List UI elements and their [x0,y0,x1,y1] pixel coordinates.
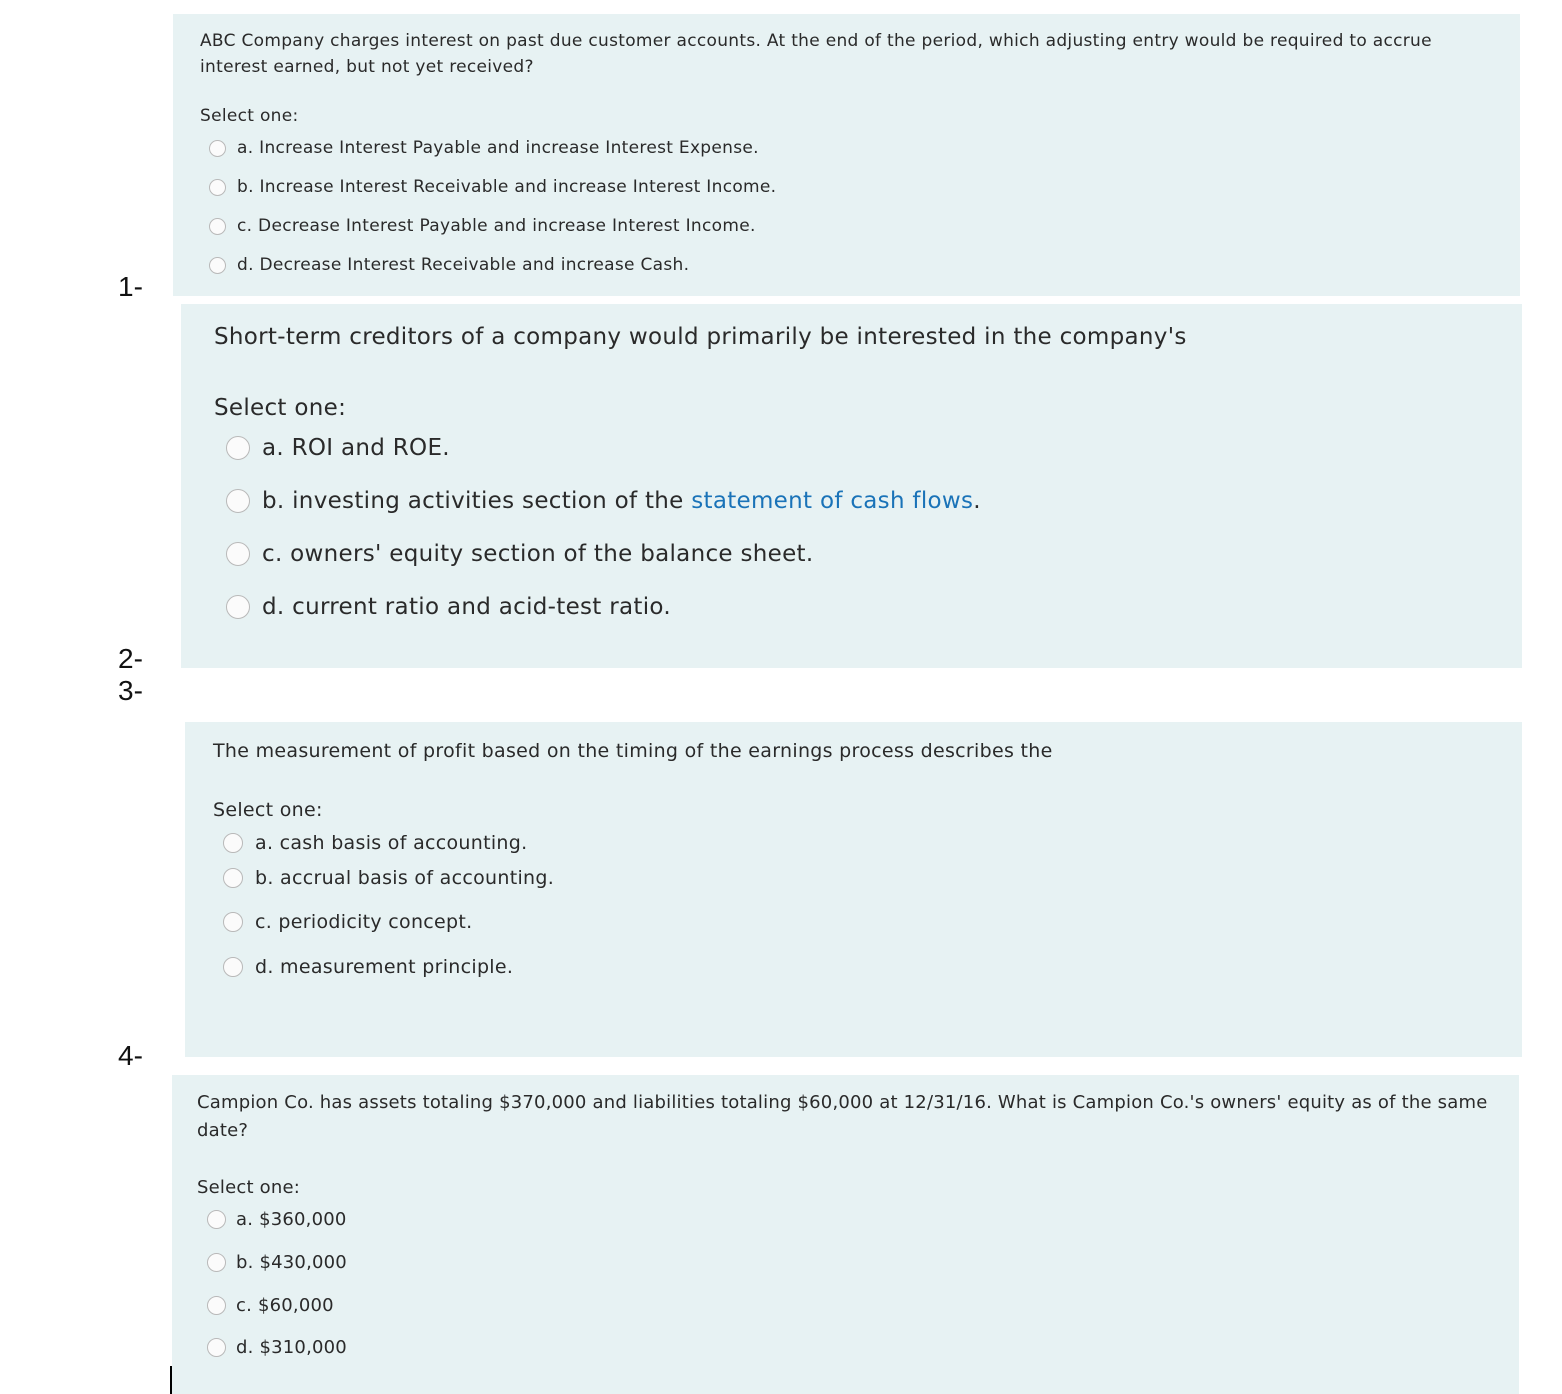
option-label[interactable]: b. Increase Interest Receivable and increase Interest Income. [237,177,777,197]
radio-button[interactable] [209,179,226,196]
radio-button[interactable] [223,833,243,853]
option-a[interactable] [226,435,450,461]
question-text: Short-term creditors of a company would primarily be interested in the company's [214,324,1187,350]
question-card-1 [173,14,1520,296]
option-label[interactable]: c. owners' equity section of the balance sheet. [262,541,814,567]
radio-button[interactable] [207,1296,226,1315]
option-d[interactable] [226,594,671,620]
question-card-2 [181,304,1522,668]
option-c[interactable] [207,1295,334,1316]
question-number-2: 2- [118,643,143,674]
radio-button[interactable] [209,140,226,157]
option-label[interactable]: d. Decrease Interest Receivable and increase Cash. [237,255,690,275]
question-text: The measurement of profit based on the timing of the earnings process describes the [213,740,1053,762]
statement-of-cash-flows-link[interactable]: statement of cash flows [691,488,974,514]
question-number-4: 4- [118,1040,143,1071]
option-b[interactable] [209,177,776,197]
option-d[interactable] [207,1337,347,1358]
select-one-label: Select one: [200,106,299,126]
radio-button[interactable] [226,542,250,566]
option-label[interactable]: a. $360,000 [236,1209,347,1230]
option-c[interactable] [209,216,756,236]
option-d[interactable] [223,956,513,978]
option-label[interactable] [262,488,981,514]
radio-button[interactable] [207,1253,226,1272]
option-c[interactable] [223,911,473,933]
option-b-text: b. investing activities section of the [262,488,692,514]
option-d[interactable] [209,255,689,275]
option-label[interactable]: b. accrual basis of accounting. [255,867,555,889]
option-b[interactable] [226,488,981,514]
option-label[interactable]: c. $60,000 [236,1295,334,1316]
radio-button[interactable] [207,1338,226,1357]
radio-button[interactable] [226,595,250,619]
option-a[interactable] [209,138,759,158]
option-label[interactable]: c. Decrease Interest Payable and increase Interest Income. [237,216,756,236]
radio-button[interactable] [223,957,243,977]
radio-button[interactable] [209,218,226,235]
radio-button[interactable] [226,489,250,513]
radio-button[interactable] [207,1210,226,1229]
question-text: ABC Company charges interest on past due customer accounts. At the end of the period, which adjusting entry would be required to accrue interest earned, but not yet received? [200,31,1432,77]
option-a[interactable] [207,1209,347,1230]
question-text: Campion Co. has assets totaling $370,000 and liabilities totaling $60,000 at 12/31/16. What is Campion Co.'s owners' equity as of the same date? [197,1092,1488,1141]
text-cursor [170,1366,172,1394]
option-label[interactable]: d. current ratio and acid-test ratio. [262,594,671,620]
option-label[interactable]: d. measurement principle. [255,956,514,978]
select-one-label: Select one: [214,395,347,421]
question-number-1: 1- [118,271,143,302]
option-b[interactable] [223,867,554,889]
question-card-3 [185,722,1522,1057]
radio-button[interactable] [209,257,226,274]
question-card-4 [172,1075,1519,1394]
question-number-3: 3- [118,675,143,706]
radio-button[interactable] [226,436,250,460]
option-label[interactable]: a. Increase Interest Payable and increase Interest Expense. [237,138,759,158]
radio-button[interactable] [223,868,243,888]
option-label[interactable]: c. periodicity concept. [255,911,473,933]
radio-button[interactable] [223,912,243,932]
option-label[interactable]: d. $310,000 [236,1337,347,1358]
option-a[interactable] [223,832,527,854]
option-label[interactable]: a. cash basis of accounting. [255,832,528,854]
select-one-label: Select one: [213,799,323,821]
option-b-suffix: . [973,488,981,514]
option-label[interactable]: b. $430,000 [236,1252,347,1273]
option-label[interactable]: a. ROI and ROE. [262,435,450,461]
option-c[interactable] [226,541,813,567]
select-one-label: Select one: [197,1177,301,1198]
option-b[interactable] [207,1252,347,1273]
